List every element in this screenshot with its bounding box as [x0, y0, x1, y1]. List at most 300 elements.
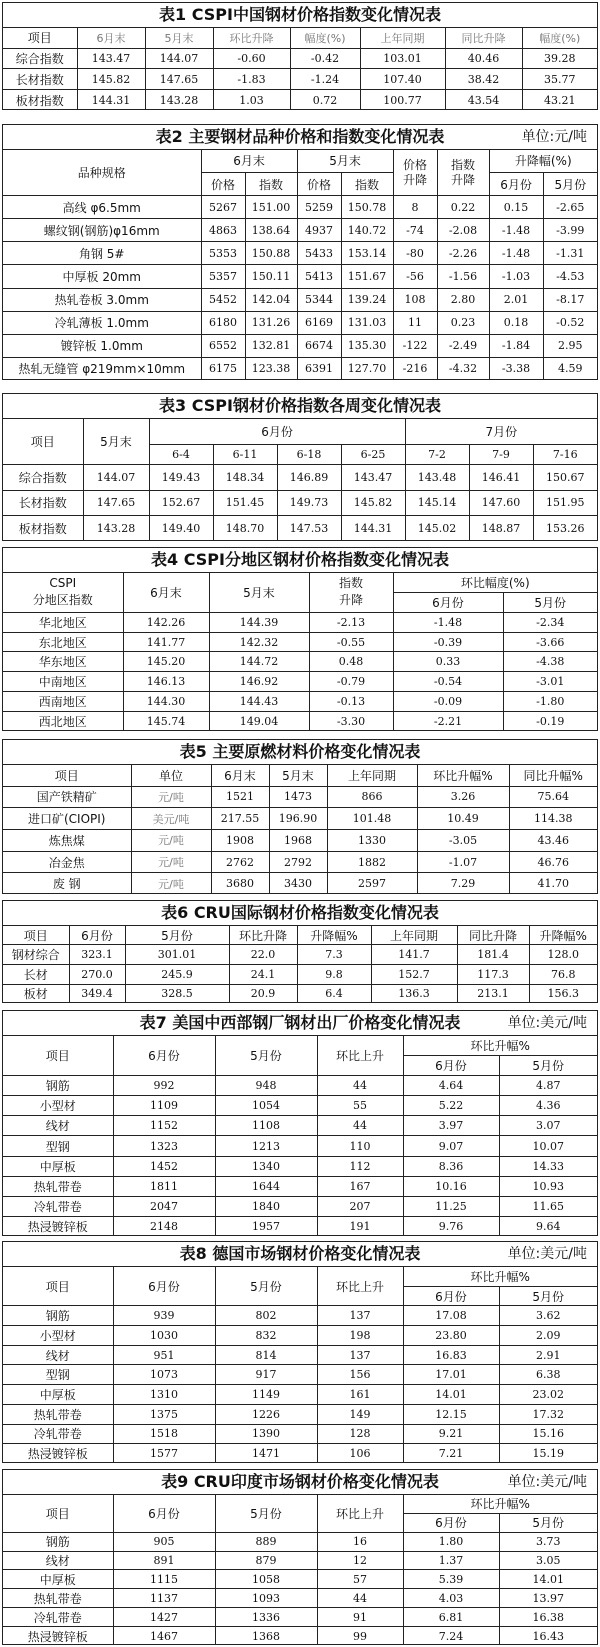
table-cell: -1.48: [393, 612, 503, 632]
table-row: [3, 490, 597, 516]
table-cell: 145.20: [123, 652, 209, 672]
row-label: 热轧卷板 3.0mm: [3, 288, 201, 311]
table-cell: 147.53: [277, 516, 341, 541]
table-row: [3, 1551, 597, 1570]
table-cell: 147.65: [145, 69, 213, 90]
header-cell: 5月份: [499, 1056, 597, 1076]
header-cell: 单位: [131, 765, 211, 786]
table-cell: 5413: [297, 265, 341, 288]
table-cell: 8: [393, 196, 437, 219]
row-label: 型钢: [3, 1365, 113, 1385]
table2-header-row: [3, 150, 597, 172]
header-cell: 项目: [3, 1036, 113, 1076]
table-cell: -3.01: [503, 672, 597, 692]
table-cell: 149.43: [149, 464, 213, 490]
table-cell: 16: [317, 1532, 403, 1551]
table-row: [3, 311, 597, 334]
row-label: 钢材综合: [3, 945, 69, 965]
table-cell: 43.21: [522, 90, 597, 110]
table-cell: 1577: [113, 1444, 215, 1463]
table8-block: [2, 1241, 598, 1463]
table-cell: -0.19: [503, 712, 597, 731]
table-cell: 156.3: [529, 984, 597, 1003]
table-cell: 44: [317, 1589, 403, 1608]
table-cell: 4.59: [543, 357, 597, 380]
table2-unit: 单位:元/吨: [521, 129, 587, 145]
table3-header-row: [3, 419, 597, 444]
row-label: 钢筋: [3, 1076, 113, 1096]
table-cell: -80: [393, 242, 437, 265]
table-cell: 0.33: [393, 652, 503, 672]
table-cell: 123.38: [245, 357, 297, 380]
table-cell: 3.05: [499, 1551, 597, 1570]
unit-cell: 元/吨: [131, 851, 211, 873]
table-cell: 110: [317, 1136, 403, 1156]
table-cell: 1073: [113, 1365, 215, 1385]
table-cell: 146.89: [277, 464, 341, 490]
header-cell: 环比升幅%: [403, 1267, 597, 1286]
table1-block: [2, 2, 598, 110]
table-cell: 140.72: [341, 219, 393, 242]
table-cell: 866: [327, 786, 417, 808]
table-cell: 149: [317, 1404, 403, 1424]
header-cell: 项目: [3, 926, 69, 945]
table-cell: 349.4: [69, 984, 125, 1003]
table-cell: 144.07: [145, 48, 213, 69]
table1: [3, 28, 597, 110]
header-cell: 幅度(%): [290, 28, 360, 48]
table-cell: 0.22: [437, 196, 489, 219]
table-cell: 802: [215, 1306, 317, 1326]
table-cell: 75.64: [509, 786, 597, 808]
table-cell: 151.67: [341, 265, 393, 288]
table-cell: 145.14: [405, 490, 469, 516]
table-row: [3, 242, 597, 265]
header-cell: 5月末: [83, 419, 149, 464]
row-label: 长材指数: [3, 490, 83, 516]
table-cell: -0.54: [393, 672, 503, 692]
table-cell: -1.83: [213, 69, 290, 90]
table-cell: 6552: [201, 334, 245, 357]
table4-title-text: 表4 CSPI分地区钢材价格指数变化情况表: [151, 550, 449, 569]
table-cell: 24.1: [229, 964, 297, 984]
table-cell: 14.33: [499, 1156, 597, 1176]
table-cell: 9.64: [499, 1216, 597, 1236]
header-cell: 5月份: [125, 926, 229, 945]
table-row: [3, 964, 597, 984]
table-cell: 2597: [327, 873, 417, 894]
table-cell: 20.9: [229, 984, 297, 1003]
table-cell: 142.26: [123, 612, 209, 632]
header-cell: 5月份: [215, 1267, 317, 1306]
header-cell: 升降幅%: [297, 926, 371, 945]
table5: [3, 765, 597, 894]
table-cell: 3.07: [499, 1116, 597, 1136]
header-cell: 6-25: [341, 444, 405, 464]
table-cell: 137: [317, 1306, 403, 1326]
table-cell: 137: [317, 1345, 403, 1365]
table-cell: 17.32: [499, 1404, 597, 1424]
table-cell: -3.38: [489, 357, 543, 380]
header-cell: 幅度(%): [522, 28, 597, 48]
row-label: 热轧带卷: [3, 1404, 113, 1424]
header-cell: 5月末: [145, 28, 213, 48]
table5-title-text: 表5 主要原燃材料价格变化情况表: [179, 742, 421, 761]
table-row: [3, 357, 597, 380]
table-cell: 3.97: [403, 1116, 499, 1136]
table-row: [3, 984, 597, 1003]
table-cell: 144.72: [209, 652, 309, 672]
table-cell: 5353: [201, 242, 245, 265]
table-cell: 100.77: [360, 90, 445, 110]
table-cell: 136.3: [371, 984, 457, 1003]
table7: [3, 1036, 597, 1236]
table6-title: [3, 901, 597, 926]
row-label: 冷轧带卷: [3, 1424, 113, 1444]
table-cell: 76.8: [529, 964, 597, 984]
unit-cell: 美元/吨: [131, 808, 211, 830]
table-cell: 12: [317, 1551, 403, 1570]
header-cell: [393, 150, 437, 196]
table-cell: 1811: [113, 1176, 215, 1196]
table-cell: 0.23: [437, 311, 489, 334]
table-cell: 143.28: [83, 516, 149, 541]
table-cell: 3.73: [499, 1532, 597, 1551]
table-cell: 147.60: [469, 490, 533, 516]
table-cell: 1323: [113, 1136, 215, 1156]
header-cell: 项目: [3, 1495, 113, 1532]
table-cell: 939: [113, 1306, 215, 1326]
table-cell: 1109: [113, 1096, 215, 1116]
table-cell: 101.48: [327, 808, 417, 830]
table-cell: 9.21: [403, 1424, 499, 1444]
table-cell: -74: [393, 219, 437, 242]
table-cell: 149.04: [209, 712, 309, 731]
table-cell: -3.30: [309, 712, 393, 731]
row-label: 西南地区: [3, 692, 123, 712]
header-cell: 6月份: [403, 1056, 499, 1076]
table-cell: 1471: [215, 1444, 317, 1463]
table-cell: 1521: [211, 786, 269, 808]
table-cell: -0.60: [213, 48, 290, 69]
table-row: [3, 1589, 597, 1608]
table-cell: 323.1: [69, 945, 125, 965]
table-cell: 5344: [297, 288, 341, 311]
table-cell: 103.01: [360, 48, 445, 69]
table-row: [3, 90, 597, 110]
row-label: 热浸镀锌板: [3, 1444, 113, 1463]
row-label: 线材: [3, 1116, 113, 1136]
header-text: 指数: [338, 576, 363, 591]
table-cell: 1452: [113, 1156, 215, 1176]
table-row: [3, 1345, 597, 1365]
table-cell: -3.05: [417, 829, 509, 851]
header-cell: 6月末: [201, 150, 297, 172]
table6-block: [2, 900, 598, 1003]
table-cell: 149.73: [277, 490, 341, 516]
table-cell: -56: [393, 265, 437, 288]
table-cell: 1840: [215, 1196, 317, 1216]
table-cell: 9.07: [403, 1136, 499, 1156]
table-cell: 5452: [201, 288, 245, 311]
table-row: [3, 1608, 597, 1627]
table1-title-text: 表1 CSPI中国钢材价格指数变化情况表: [159, 5, 441, 24]
table-cell: 5433: [297, 242, 341, 265]
header-cell: 6月末: [211, 765, 269, 786]
table-row: [3, 1136, 597, 1156]
table-cell: 8.36: [403, 1156, 499, 1176]
table7-title: [3, 1011, 597, 1036]
table-cell: 150.88: [245, 242, 297, 265]
table-row: [3, 1627, 597, 1645]
table-cell: 150.11: [245, 265, 297, 288]
table-cell: 152.67: [149, 490, 213, 516]
table-cell: 153.14: [341, 242, 393, 265]
table-cell: 153.26: [533, 516, 597, 541]
row-label: 板材指数: [3, 516, 83, 541]
table-cell: 948: [215, 1076, 317, 1096]
table-cell: 40.46: [445, 48, 522, 69]
table-row: [3, 1306, 597, 1326]
row-label: 冷轧薄板 1.0mm: [3, 311, 201, 334]
row-label: 东北地区: [3, 632, 123, 652]
table-cell: 128: [317, 1424, 403, 1444]
table-cell: 6674: [297, 334, 341, 357]
table-row: [3, 464, 597, 490]
table-cell: 17.08: [403, 1306, 499, 1326]
table-cell: 905: [113, 1532, 215, 1551]
row-label: 西北地区: [3, 712, 123, 731]
table-row: [3, 1076, 597, 1096]
table5-header-row: [3, 765, 597, 786]
header-cell: 5月末: [209, 573, 309, 612]
row-label: 板材指数: [3, 90, 77, 110]
table-cell: 57: [317, 1570, 403, 1589]
table-row: [3, 873, 597, 894]
header-cell: 6月份: [149, 419, 405, 444]
table-cell: 1137: [113, 1589, 215, 1608]
header-cell: [3, 573, 123, 612]
table-cell: 1054: [215, 1096, 317, 1116]
table9-header-row: [3, 1495, 597, 1513]
table-cell: 10.07: [499, 1136, 597, 1156]
table-cell: 10.49: [417, 808, 509, 830]
row-label: 热轧带卷: [3, 1589, 113, 1608]
header-cell: 环比升幅%: [403, 1495, 597, 1513]
table-cell: 2.80: [437, 288, 489, 311]
table-row: [3, 612, 597, 632]
header-text: 升降: [338, 593, 363, 608]
table-cell: 146.13: [123, 672, 209, 692]
row-label: 冶金焦: [3, 851, 131, 873]
table-cell: -8.17: [543, 288, 597, 311]
table-cell: 16.83: [403, 1345, 499, 1365]
table-cell: -1.31: [543, 242, 597, 265]
header-cell: 6-11: [213, 444, 277, 464]
table3-title-text: 表3 CSPI钢材价格指数各周变化情况表: [159, 396, 441, 415]
table-cell: 38.42: [445, 69, 522, 90]
table-cell: 1368: [215, 1627, 317, 1645]
table2: [3, 150, 597, 380]
table-row: [3, 1365, 597, 1385]
header-cell: 同比升降: [445, 28, 522, 48]
row-label: 中厚板: [3, 1156, 113, 1176]
table-cell: 151.00: [245, 196, 297, 219]
header-text: 指数升降: [451, 157, 476, 187]
table-cell: 44: [317, 1076, 403, 1096]
table-cell: -1.48: [489, 219, 543, 242]
table-cell: 10.93: [499, 1176, 597, 1196]
table-cell: 2148: [113, 1216, 215, 1236]
header-cell: 7月份: [405, 419, 597, 444]
table-cell: 114.38: [509, 808, 597, 830]
table-cell: -1.03: [489, 265, 543, 288]
table9: [3, 1495, 597, 1645]
table-cell: 145.02: [405, 516, 469, 541]
table3: [3, 419, 597, 541]
table-cell: 1093: [215, 1589, 317, 1608]
table-cell: 1518: [113, 1424, 215, 1444]
table-cell: 245.9: [125, 964, 229, 984]
table-cell: 55: [317, 1096, 403, 1116]
table-cell: 132.81: [245, 334, 297, 357]
table-cell: -2.13: [309, 612, 393, 632]
table-cell: 12.15: [403, 1404, 499, 1424]
row-label: 线材: [3, 1551, 113, 1570]
table9-title: [3, 1470, 597, 1495]
table-cell: 143.48: [405, 464, 469, 490]
header-cell: 价格: [201, 172, 245, 195]
table-cell: 7.24: [403, 1627, 499, 1645]
table-row: [3, 1176, 597, 1196]
table1-title: [3, 3, 597, 28]
table-row: [3, 1216, 597, 1236]
unit-cell: 元/吨: [131, 873, 211, 894]
table-cell: 1030: [113, 1326, 215, 1346]
table9-block: [2, 1469, 598, 1645]
table-cell: 0.18: [489, 311, 543, 334]
table-cell: 11: [393, 311, 437, 334]
table-cell: 145.74: [123, 712, 209, 731]
header-cell: 品种规格: [3, 150, 201, 196]
table-cell: 2762: [211, 851, 269, 873]
table-cell: -2.21: [393, 712, 503, 731]
table-cell: 43.46: [509, 829, 597, 851]
table-cell: -1.56: [437, 265, 489, 288]
table-cell: 4.03: [403, 1589, 499, 1608]
header-cell: 5月份: [499, 1513, 597, 1532]
table-cell: 13.97: [499, 1589, 597, 1608]
table-cell: 814: [215, 1345, 317, 1365]
header-cell: 5月份: [543, 172, 597, 195]
table4: [3, 573, 597, 731]
table-cell: 1152: [113, 1116, 215, 1136]
table-cell: 1473: [269, 786, 327, 808]
table-cell: 15.19: [499, 1444, 597, 1463]
table-cell: 2.91: [499, 1345, 597, 1365]
table6-title-text: 表6 CRU国际钢材价格指数变化情况表: [161, 903, 439, 922]
table-cell: 3430: [269, 873, 327, 894]
table-cell: 99: [317, 1627, 403, 1645]
table-cell: 131.26: [245, 311, 297, 334]
table-cell: 3.62: [499, 1306, 597, 1326]
header-cell: 6月份: [403, 1513, 499, 1532]
row-label: 中厚板 20mm: [3, 265, 201, 288]
table-cell: 149.40: [149, 516, 213, 541]
header-cell: 7-2: [405, 444, 469, 464]
header-cell: 环比升幅%: [403, 1036, 597, 1056]
header-cell: 项目: [3, 419, 83, 464]
row-label: 综合指数: [3, 464, 83, 490]
table-cell: 10.16: [403, 1176, 499, 1196]
table-cell: 142.04: [245, 288, 297, 311]
table-cell: 6391: [297, 357, 341, 380]
table-cell: -2.65: [543, 196, 597, 219]
table-row: [3, 1444, 597, 1463]
table-cell: 106: [317, 1444, 403, 1463]
table-cell: 14.01: [403, 1385, 499, 1405]
table-cell: -3.66: [503, 632, 597, 652]
row-label: 华东地区: [3, 652, 123, 672]
table-cell: 1375: [113, 1404, 215, 1424]
table-cell: 144.30: [123, 692, 209, 712]
table-cell: 146.41: [469, 464, 533, 490]
table-row: [3, 1570, 597, 1589]
table-cell: 9.8: [297, 964, 371, 984]
header-text: CSPI: [49, 576, 77, 591]
header-cell: 环比升幅%: [417, 765, 509, 786]
table-cell: 213.1: [457, 984, 529, 1003]
table-cell: -0.13: [309, 692, 393, 712]
table-row: [3, 1196, 597, 1216]
table-cell: 328.5: [125, 984, 229, 1003]
table-cell: 143.47: [77, 48, 145, 69]
table-row: [3, 1156, 597, 1176]
table-cell: 39.28: [522, 48, 597, 69]
table-cell: -0.79: [309, 672, 393, 692]
header-cell: 6月份: [113, 1495, 215, 1532]
table-row: [3, 48, 597, 69]
table-cell: 143.28: [145, 90, 213, 110]
table-cell: 22.0: [229, 945, 297, 965]
table-cell: 1882: [327, 851, 417, 873]
table-cell: -1.84: [489, 334, 543, 357]
table-cell: 1149: [215, 1385, 317, 1405]
table-row: [3, 1116, 597, 1136]
table-cell: 146.92: [209, 672, 309, 692]
header-cell: 6月份: [113, 1267, 215, 1306]
table-cell: 1427: [113, 1608, 215, 1627]
row-label: 国产铁精矿: [3, 786, 131, 808]
header-cell: 项目: [3, 765, 131, 786]
table-cell: 196.90: [269, 808, 327, 830]
table8-title-text: 表8 德国市场钢材价格变化情况表: [179, 1244, 421, 1263]
row-label: 热浸镀锌板: [3, 1216, 113, 1236]
table-cell: 0.15: [489, 196, 543, 219]
table-cell: -2.08: [437, 219, 489, 242]
table-cell: 144.39: [209, 612, 309, 632]
table-row: [3, 945, 597, 965]
header-cell: 指数: [341, 172, 393, 195]
table-row: [3, 851, 597, 873]
header-cell: 环比幅度(%): [393, 573, 597, 592]
table-cell: 2.01: [489, 288, 543, 311]
table-cell: -0.09: [393, 692, 503, 712]
header-cell: 6月份: [69, 926, 125, 945]
table-row: [3, 219, 597, 242]
table-cell: 217.55: [211, 808, 269, 830]
table-cell: 141.77: [123, 632, 209, 652]
